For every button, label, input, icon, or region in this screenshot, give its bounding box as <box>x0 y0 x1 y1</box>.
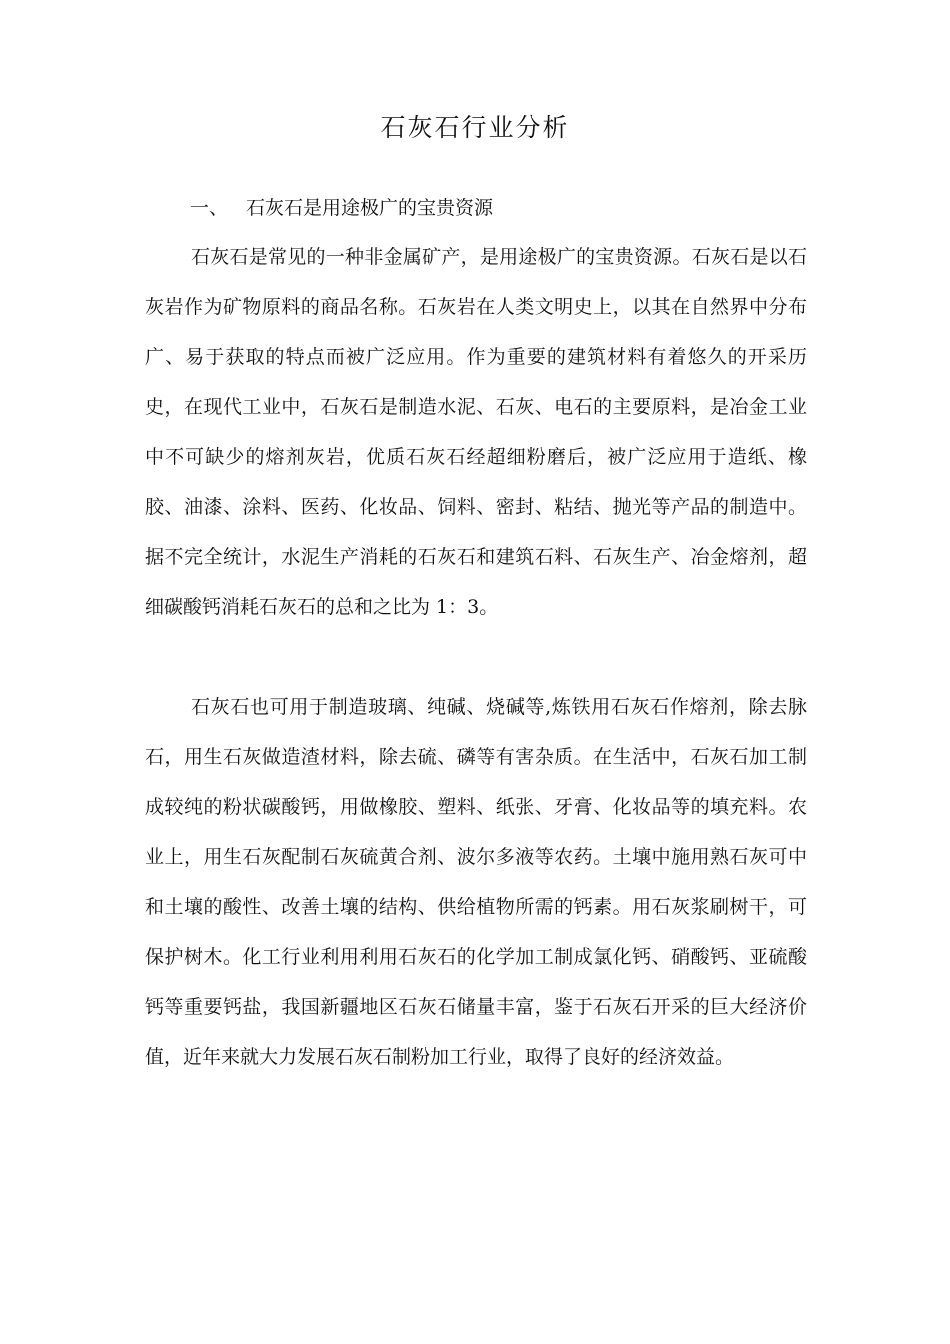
section-heading-text: 石灰石是用途极广的宝贵资源 <box>246 197 494 219</box>
section-number: 一、 <box>190 197 229 219</box>
paragraph-2: 石灰石也可用于制造玻璃、纯碱、烧碱等,炼铁用石灰石作熔剂，除去脉石，用生石灰做造渣材料，除去硫、磷等有害杂质。在生活中，石灰石加工制成较纯的粉状碳酸钙，用做橡胶、塑料、纸张、牙膏、化妆品等的填充料。农业上，用生石灰配制石灰硫黄合剂、波尔多液等农药。土壤中施用熟石灰可中和土壤的酸性、改善土壤的结构、供给植物所需的钙素。用石灰浆刷树干，可保护树木。化工行业利用利用石灰石的化学加工制成氯化钙、硝酸钙、亚硫酸钙等重要钙盐，我国新疆地区石灰石储量丰富，鉴于石灰石开采的巨大经济价值，近年来就大力发展石灰石制粉加工行业，取得了良好的经济效益。 <box>145 696 807 1068</box>
paragraph-1: 石灰石是常见的一种非金属矿产，是用途极广的宝贵资源。石灰石是以石灰岩作为矿物原料的商品名称。石灰岩在人类文明史上，以其在自然界中分布广、易于获取的特点而被广泛应用。作为重要的建筑材料有着悠久的开采历史，在现代工业中，石灰石是制造水泥、石灰、电石的主要原料，是冶金工业中不可缺少的熔剂灰岩，优质石灰石经超细粉磨后，被广泛应用于造纸、橡胶、油漆、涂料、医药、化妆品、饲料、密封、粘结、抛光等产品的制造中。据不完全统计，水泥生产消耗的石灰石和建筑石料、石灰生产、冶金熔剂，超细碳酸钙消耗石灰石的总和之比为 1：3。 <box>145 246 807 618</box>
section-heading <box>190 192 493 224</box>
document-title: 石灰石行业分析 <box>380 113 570 142</box>
